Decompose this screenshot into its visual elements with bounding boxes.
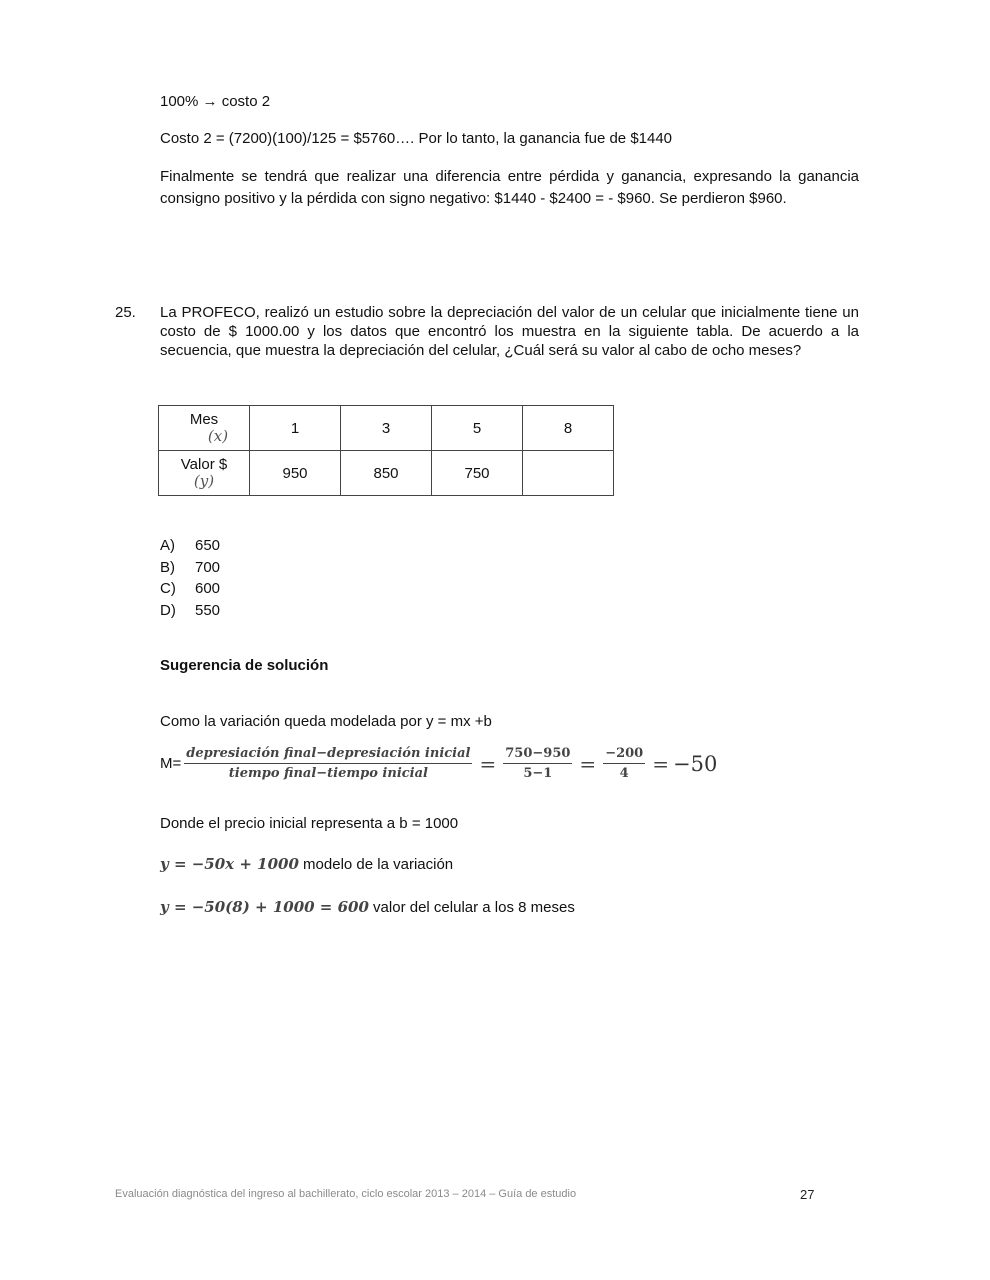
table-cell: 1 — [250, 406, 341, 451]
fraction: $\frac{750-950}{5-1}$ — [505, 746, 571, 781]
row-header-mes — [159, 406, 250, 451]
answer-options — [160, 535, 220, 621]
page-number: 27 — [800, 1187, 815, 1202]
model-text: modelo de la variación — [298, 856, 454, 873]
fraction: $\frac{-200}{4}$ — [605, 746, 644, 781]
evaluation-line — [160, 897, 575, 918]
option-c: C) 600 — [160, 580, 221, 597]
fraction: $\frac{\text{depresiación final−depresiación inicial}}{\text{tiempo final−tiempo inicial}}$ — [186, 746, 471, 781]
table-cell: 8 — [523, 406, 614, 451]
row-label: Mes — [189, 411, 219, 428]
table-cell: 950 — [250, 451, 341, 496]
text-line: Costo 2 = (7200)(100)/125 = $5760…. Por lo tanto, la ganancia fue de $1440 — [160, 130, 673, 147]
solution-heading: Sugerencia de solución — [160, 657, 329, 674]
table-cell: 750 — [432, 451, 523, 496]
slope-result: −50 — [672, 751, 718, 776]
model-equation: y = −50x + 1000 — [160, 855, 299, 873]
b-text: Donde el precio inicial representa a b = 1000 — [160, 815, 459, 832]
slope-formula: M= $\frac{\text{depresiación final−depresiación inicial}}{\text{tiempo final−tiempo inicial}}$ = $\frac{750-950}{5-1}$ = $\frac{-200}{4}$ = −50 — [160, 746, 718, 781]
table-cell: 3 — [341, 406, 432, 451]
text-line: 100% → costo 2 — [160, 93, 271, 110]
paragraph: Finalmente se tendrá que realizar una diferencia entre pérdida y ganancia, expresando la ganancia consigno positivo y la pérdida con signo negativo: $1440 - $2400 = - $960. Se perdieron $960. — [160, 168, 859, 207]
row-header-valor — [159, 451, 250, 496]
option-b: B) 700 — [160, 558, 221, 576]
question-number: 25. — [115, 304, 136, 321]
table-cell: 5 — [432, 406, 523, 451]
option-d: D) 550 — [160, 601, 221, 619]
m-label: M= — [160, 755, 182, 772]
row-label: Valor $ — [180, 456, 228, 473]
footer-text: Evaluación diagnóstica del ingreso al bachillerato, ciclo escolar 2013 – 2014 – Guía de estudio — [115, 1188, 577, 1200]
evaluation-text: valor del celular a los 8 meses — [368, 899, 575, 916]
option-a: A) 650 — [160, 537, 221, 554]
evaluation-equation: y = −50(8) + 1000 = 600 — [160, 898, 369, 916]
model-line — [160, 854, 453, 875]
table-row — [159, 451, 614, 496]
question-text: La PROFECO, realizó un estudio sobre la depreciación del valor de un celular que inicialmente tiene un costo de $ 1000.00 y los datos que encontró los muestra en la siguiente tabla. De acuerdo a la secuencia, que muestra la depreciación del celular, ¿Cuál será su valor al cabo de ocho meses? — [160, 304, 859, 359]
data-table — [158, 405, 614, 496]
table-cell — [523, 451, 614, 496]
variable-x: (x) — [207, 427, 229, 445]
solution-intro: Como la variación queda modelada por y = mx +b — [160, 713, 492, 730]
table-row — [159, 406, 614, 451]
variable-y: (y) — [193, 472, 215, 490]
table-cell: 850 — [341, 451, 432, 496]
